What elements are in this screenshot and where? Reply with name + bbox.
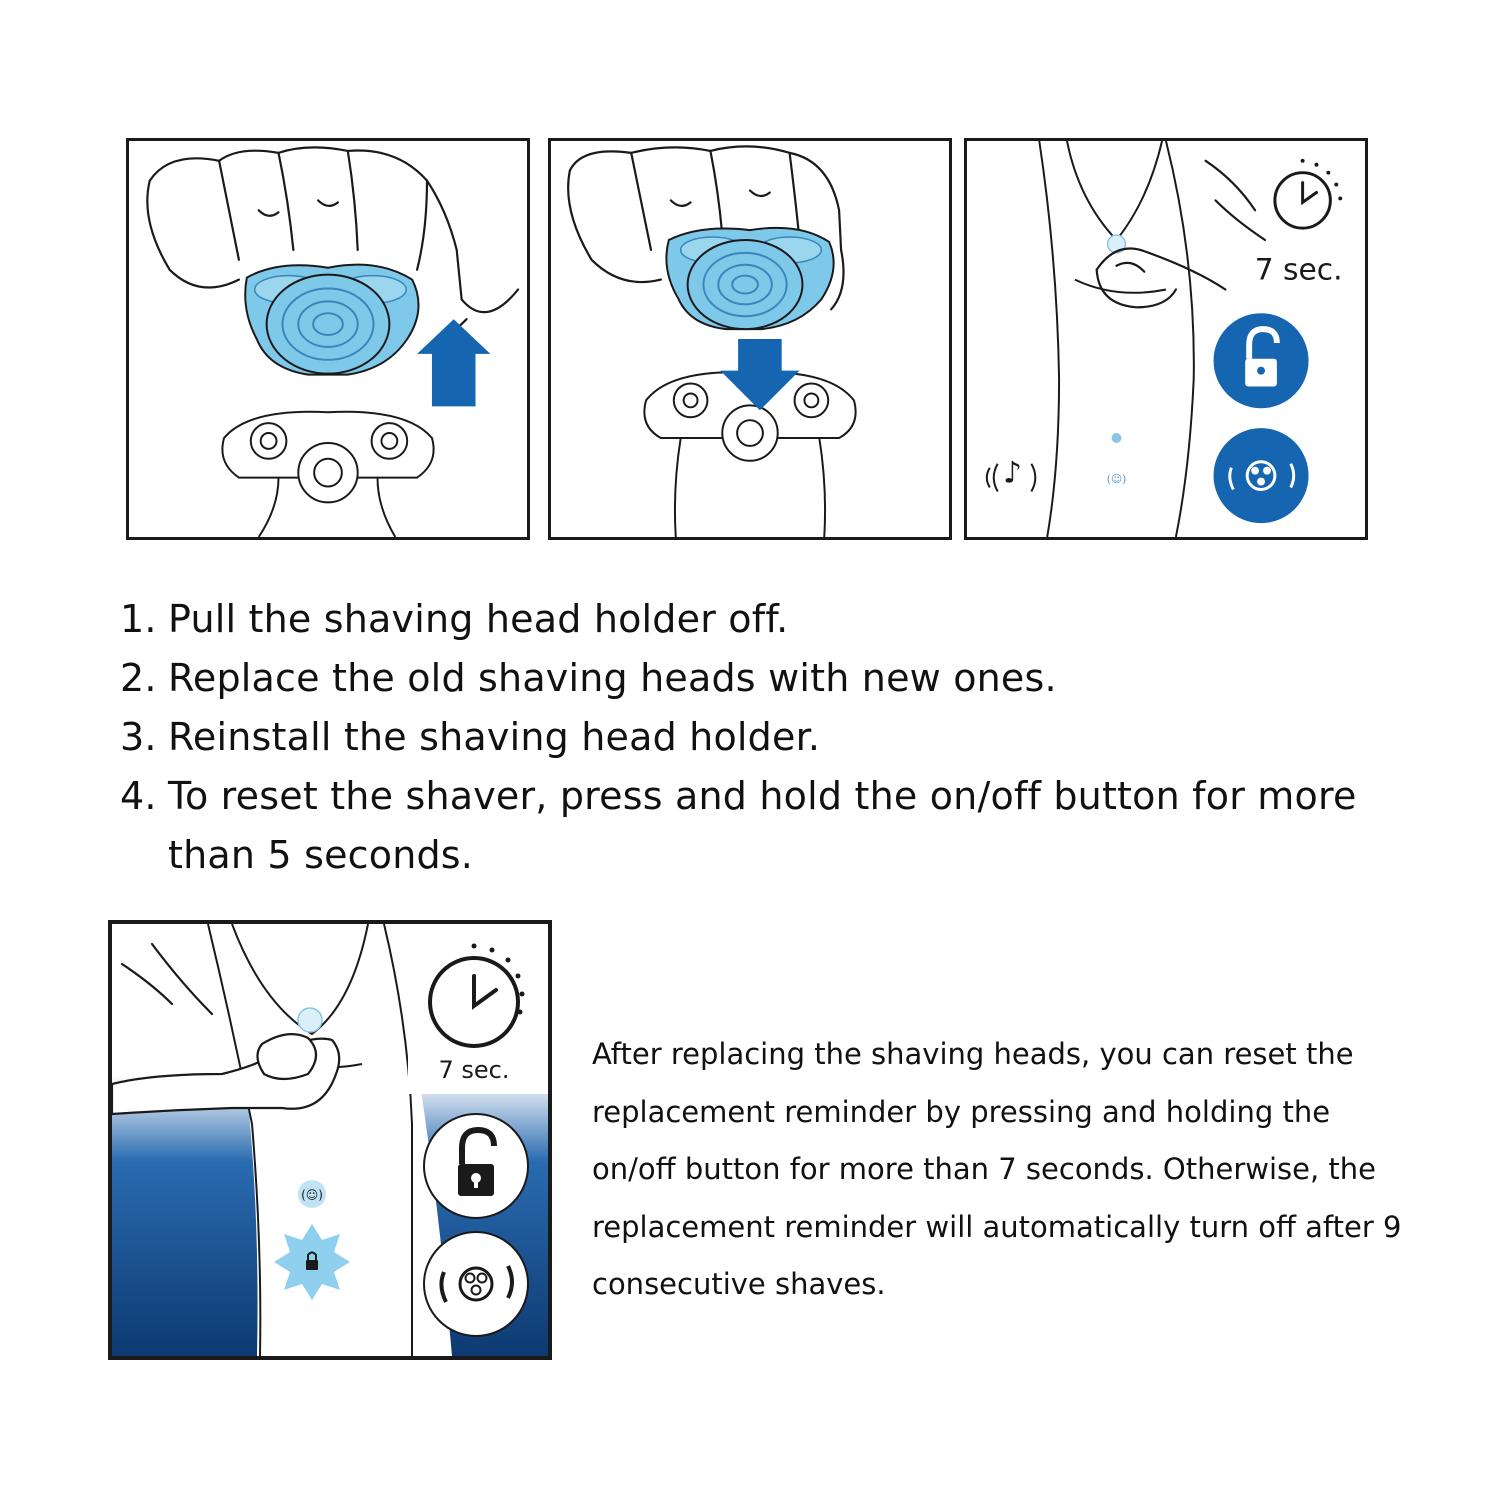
reset-button-illustration xyxy=(967,141,1365,537)
power-button-icon xyxy=(298,1008,322,1032)
step-text: Reinstall the shaving head holder. xyxy=(168,715,821,759)
shaving-head-holder xyxy=(666,228,833,329)
instruction-step xyxy=(120,708,1420,767)
step-text: To reset the shaver, press and hold the on/off button for more than 5 seconds. xyxy=(168,774,1357,877)
unlock-icon xyxy=(424,1114,528,1218)
shaving-head-insertion-illustration xyxy=(551,141,949,537)
step-text: Replace the old shaving heads with new ones. xyxy=(168,656,1057,700)
reset-indicator-icon: (☺) xyxy=(1106,472,1127,486)
instruction-step xyxy=(120,649,1420,708)
svg-text:(☺): (☺) xyxy=(301,1188,323,1202)
timer-label: 7 sec. xyxy=(438,1056,510,1084)
shaving-head-holder xyxy=(245,265,418,375)
reset-figure-illustration xyxy=(112,924,548,1356)
lock-burst-icon xyxy=(274,1224,350,1300)
shaving-head-reset-icon xyxy=(1214,428,1309,523)
reset-note-paragraph: After replacing the shaving heads, you can reset the replacement reminder by pressing and holding the on/off button for more than 7 seconds. Otherwise, the replacement reminder will automatically turn off after 9 consecutive shaves. xyxy=(592,1037,1402,1301)
arrow-up-icon xyxy=(417,319,490,406)
step-3-illustration-panel xyxy=(964,138,1368,540)
instruction-step xyxy=(120,767,1420,885)
step-number: 1. xyxy=(120,597,157,641)
lock-indicator-icon xyxy=(1112,433,1122,443)
shaving-head-reset-icon xyxy=(424,1232,528,1336)
step-1-illustration-panel xyxy=(126,138,530,540)
instruction-steps-list xyxy=(120,590,1420,885)
unlock-icon xyxy=(1214,313,1309,408)
sound-icon: ♪ xyxy=(1003,455,1023,491)
reset-figure-panel xyxy=(108,920,552,1360)
step-2-illustration-panel xyxy=(548,138,952,540)
clock-icon xyxy=(1275,159,1342,228)
instruction-step xyxy=(120,590,1420,649)
step-number: 2. xyxy=(120,656,157,700)
shaving-head-removal-illustration xyxy=(129,141,527,537)
step-number: 4. xyxy=(120,774,157,818)
shaver-body-drawing xyxy=(222,412,433,537)
timer-label: 7 sec. xyxy=(1254,252,1343,288)
step-text: Pull the shaving head holder off. xyxy=(168,597,789,641)
step-number: 3. xyxy=(120,715,157,759)
